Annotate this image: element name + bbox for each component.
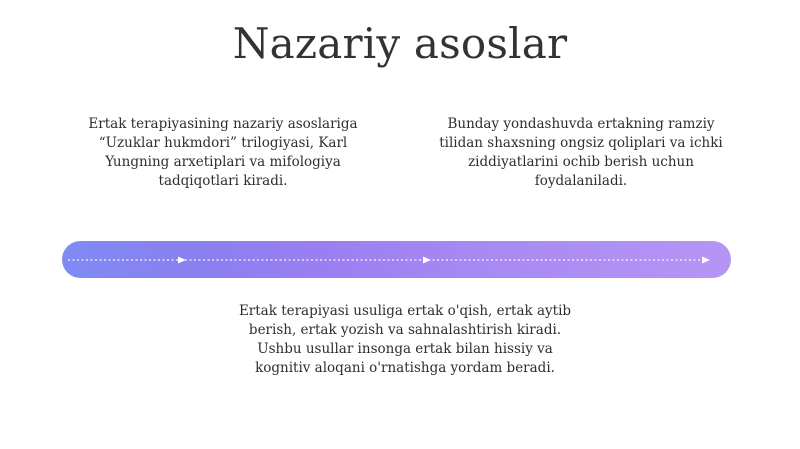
arrow-icon (178, 257, 186, 264)
arrow-icon (423, 257, 431, 264)
page-title: Nazariy asoslar (232, 19, 568, 68)
text-block-left (60, 115, 386, 191)
text-line: “Uzuklar hukmdori” trilogiyasi, Karl (98, 135, 348, 151)
text-line: Ushbu usullar insonga ertak bilan hissiy va (257, 341, 553, 357)
text-line: Bunday yondashuvda ertakning ramziy (447, 116, 715, 132)
text-line: foydalaniladi. (534, 173, 628, 189)
text-block-bottom (200, 302, 610, 378)
timeline-bar (62, 241, 731, 278)
timeline-arrows (62, 241, 731, 278)
text-line: kognitiv aloqani o'rnatishga yordam beradi. (255, 360, 555, 376)
text-line: Ertak terapiyasining nazariy asoslariga (88, 116, 358, 132)
text-line: berish, ertak yozish va sahnalashtirish kiradi. (248, 322, 562, 338)
text-line: Ertak terapiyasi usuliga ertak o'qish, ertak aytib (238, 303, 572, 319)
arrow-icon (702, 257, 710, 264)
text-line: ziddiyatlarini ochib berish uchun (468, 154, 694, 170)
text-line: tadqiqotlari kiradi. (158, 173, 288, 189)
text-line: tilidan shaxsning ongsiz qoliplari va ichki (439, 135, 723, 151)
text-block-right (416, 115, 746, 191)
text-line: Yungning arxetiplari va mifologiya (105, 154, 341, 170)
